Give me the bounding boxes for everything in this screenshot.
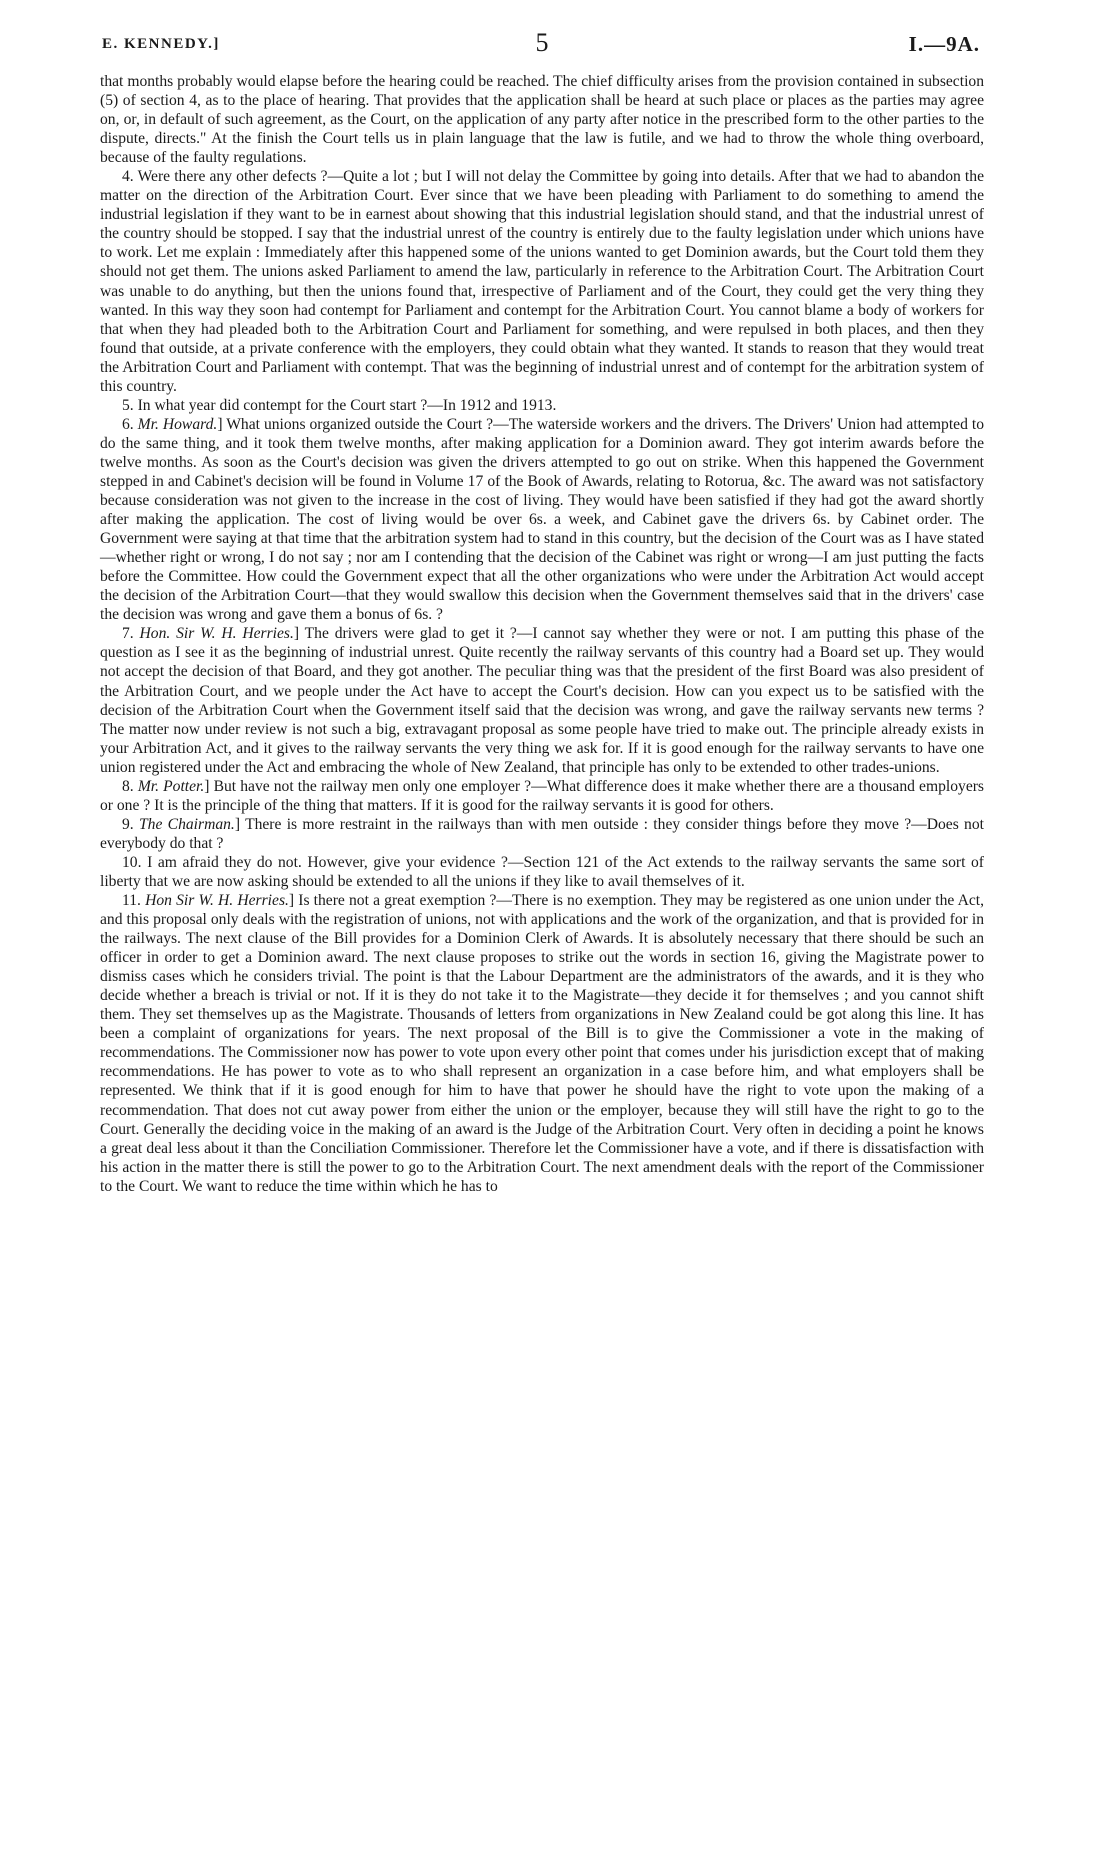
paragraph-5: 5. In what year did contempt for the Court start ?—In 1912 and 1913. xyxy=(122,396,557,414)
document-page xyxy=(100,28,984,1196)
page-header xyxy=(100,28,984,64)
speaker-name: Mr. Howard. xyxy=(137,415,218,433)
paragraph-7: 7. Hon. Sir W. H. Herries.] The drivers were glad to get it ?—I cannot say whether they were or not. I am putting this phase of the question as I see it as the beginning of industrial unrest. Quite recently the railway servants of this country had a Board set up. They would not accept the decision of that Board, and they got another. The peculiar thing was that the president of the first Board was also president of the Arbitration Court, and we people under the Act have to accept the Court's decision. How can you expect us to be satisfied with the decision of the Arbitration Court when the Government itself said that the decision was wrong, and gave the railway servants new terms ? The matter now under review is not such a big, extravagant proposal as some people have tried to make out. The principle already exists in your Arbitration Act, and it gives to the railway servants the very thing we ask for. If it is good enough for the railway servants to have one union registered under the Act and embracing the whole of New Zealand, that principle has only to be extended to other trades-unions. xyxy=(100,625,985,776)
paragraph-6: 6. Mr. Howard.] What unions organized outside the Court ?—The waterside workers and the drivers. The Drivers' Union had attempted to do the same thing, and it took them twelve months, after making application for a Dominion award. They got interim awards before the twelve months. As soon as the Court's decision was given the drivers attempted to go out on strike. When this happened the Government stepped in and Cabinet's decision will be found in Volume 17 of the Book of Awards, relating to Rotorua, &c. The award was not satisfactory because consideration was not given to the increase in the cost of living. They would have been satisfied if they had got the award shortly after making the application. The cost of living would be over 6s. a week, and Cabinet gave the drivers 6s. by Cabinet order. The Government were saying at that time that the arbitration system had to stand in this country, but the decision of the Court was as I have stated—whether right or wrong, I do not say ; nor am I contending that the decision of the Cabinet was right or wrong—I am just putting the facts before the Committee. How could the Government expect that all the other organizations who were under the Arbitration Act would accept the decision of the Arbitration Court—that they would swallow this decision when the Government themselves said that in the drivers' case the decision was wrong and gave them a bonus of 6s. ? xyxy=(100,415,984,624)
speaker-name: Hon Sir W. H. Herries. xyxy=(145,892,289,910)
speaker-name: Mr. Potter. xyxy=(137,777,205,795)
header-witness-name: E. KENNEDY.] xyxy=(102,36,220,52)
body-text xyxy=(100,72,984,1196)
paragraph-4: 4. Were there any other defects ?—Quite a lot ; but I will not delay the Committee by going into details. After that we had to abandon the matter on the direction of the Arbitration Court. Ever since that we have been pleading with Parliament to do something to amend the industrial legislation if they want to be in earnest about showing that this industrial legislation should stand, and that the industrial unrest of the country should be stopped. I say that the industrial unrest of the country is entirely due to the faulty legislation under which unions have to work. Let me explain : Immediately after this happened some of the unions wanted to get Dominion awards, but the Court told them they should not get them. The unions asked Parliament to amend the law, particularly in reference to the Arbitration Court. The Arbitration Court was unable to do anything, but then the unions found that, irrespective of Parliament and of the Court, they could get the very thing they wanted. In this way they soon had contempt for Parliament and contempt for the Arbitration Court. You cannot blame a body of workers for that when they had pleaded both to the Arbitration Court and Parliament for something, and were repulsed in both places, and then they found that outside, at a private conference with the employers, they could obtain what they wanted. It stands to reason that they would treat the Arbitration Court and Parliament with contempt. That was the beginning of industrial unrest and of contempt for the arbitration system of this country. xyxy=(100,168,984,395)
header-paper-reference: I.—9A. xyxy=(908,32,980,56)
paragraph-8: 8. Mr. Potter.] But have not the railway men only one employer ?—What difference does it make whether there are a thousand employers or one ? It is the principle of the thing that matters. If it is good for the railway servants it is good for others. xyxy=(100,777,985,814)
paragraph-9: 9. The Chairman.] There is more restraint in the railways than with men outside : they consider things before they move ?—Does not everybody do that ? xyxy=(100,815,984,852)
speaker-name: The Chairman. xyxy=(139,815,235,833)
paragraph-continued: that months probably would elapse before the hearing could be reached. The chief difficulty arises from the provision contained in subsection (5) of section 4, as to the place of hearing. That provides that the application shall be heard at such place or places as the parties may agree on, or, in default of such agreement, as the Court, on the application of any party after notice in the prescribed form to the other parties to the dispute, directs." At the finish the Court tells us in plain language that the law is futile, and we had to throw the whole thing overboard, because of the faulty regulations. xyxy=(100,73,984,167)
paragraph-11: 11. Hon Sir W. H. Herries.] Is there not a great exemption ?—There is no exemption. They may be registered as one union under the Act, and this proposal only deals with the registration of unions, not with applications and the work of the organization, and that is provided for in the railways. The next clause of the Bill provides for a Dominion Clerk of Awards. It is absolutely necessary that there should be such an officer in order to get a Dominion award. The next clause proposes to strike out the words in section 16, giving the Magistrate power to dismiss cases which he considers trivial. The point is that the Labour Department are the administrators of the awards, and it is they who decide whether a breach is trivial or not. If it is they do not take it to the Magistrate—they decide it for themselves ; and you cannot shift them. They set themselves up as the Magistrate. Thousands of letters from organizations in New Zealand could be got along this line. It has been a complaint of organizations for years. The next proposal of the Bill is to give the Commissioner a vote in the making of recommendations. The Commissioner now has power to vote upon every other point that comes under his jurisdiction except that of making recommendations. He has power to vote as to who shall represent an organization in a case before him, and what employers shall be represented. We think that if it is good enough for him to have that power he should have the right to vote upon the making of a recommendation. That does not cut away power from either the union or the employer, because they will still have the right to go to the Court. Generally the deciding voice in the making of an award is the Judge of the Arbitration Court. Very often in deciding a point he knows a great deal less about it than the Conciliation Commissioner. Therefore let the Commissioner have a vote, and if there is dissatisfaction with his action in the matter there is still the power to go to the Arbitration Court. The next amendment deals with the report of the Commissioner to the Court. We want to reduce the time within which he has to xyxy=(100,892,984,1195)
speaker-name: Hon. Sir W. H. Herries. xyxy=(139,625,294,643)
paragraph-10: 10. I am afraid they do not. However, give your evidence ?—Section 121 of the Act extends to the railway servants the same sort of liberty that we are now asking should be extended to all the unions if they like to avail themselves of it. xyxy=(100,853,984,890)
page-number: 5 xyxy=(535,28,549,57)
